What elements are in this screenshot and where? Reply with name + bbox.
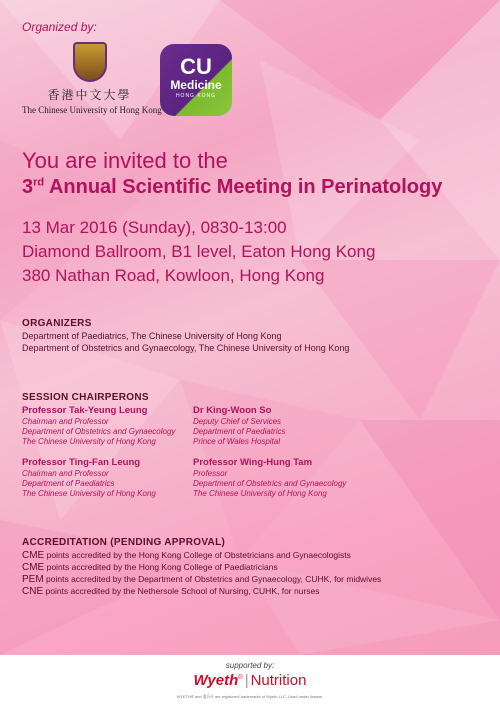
accreditation-text: points accredited by the Nethersole School of Nursing, CUHK, for nurses [43, 586, 320, 596]
wyeth-nutrition-logo [0, 672, 500, 689]
chairperson-dept: Department of Paediatrics [193, 427, 286, 436]
accreditation-item [22, 586, 320, 597]
cuhk-logo [22, 42, 162, 115]
invite-heading: You are invited to the [22, 148, 228, 173]
meeting-ordinal: 3 [22, 176, 34, 198]
accreditation-heading: ACCREDITATION (PENDING APPROVAL) [22, 537, 226, 548]
cu-medicine-logo-text: CU [180, 54, 212, 79]
chairperson-card [22, 457, 156, 499]
event-address: 380 Nathan Road, Kowloon, Hong Kong [22, 266, 325, 285]
supported-by-label: supported by: [225, 661, 275, 670]
chairperson-name: Dr King-Woon So [193, 405, 272, 416]
accreditation-item [22, 562, 278, 573]
trademark-notice: WYETH® and 惠氏® are registered trademarks of Wyeth LLC. Used under license. [176, 694, 324, 699]
event-date-time: 13 Mar 2016 (Sunday), 0830-13:00 [22, 218, 287, 237]
organizer-line: Department of Obstetrics and Gynaecology, The Chinese University of Hong Kong [22, 343, 350, 353]
chairperson-role: Chairman and Professor [22, 417, 109, 426]
chairperson-org: The Chinese University of Hong Kong [193, 489, 327, 498]
nutrition-wordmark: Nutrition [250, 672, 307, 689]
accreditation-item [22, 550, 351, 561]
chairpersons-heading: SESSION CHAIRPERONS [22, 392, 149, 403]
registered-mark: ® [238, 675, 243, 681]
chairperson-dept: Department of Paediatrics [22, 479, 115, 488]
chairperson-role: Deputy Chief of Services [193, 417, 282, 426]
meeting-ordinal-suffix: rd [33, 176, 45, 189]
event-venue: Diamond Ballroom, B1 level, Eaton Hong Kong [22, 242, 376, 261]
cu-medicine-logo-text: Medicine [170, 78, 222, 92]
accreditation-text: points accredited by the Hong Kong College of Paediatricians [44, 562, 278, 572]
chairperson-role: Chairman and Professor [22, 469, 109, 478]
chairperson-org: The Chinese University of Hong Kong [22, 437, 156, 446]
cuhk-english-name: The Chinese University of Hong Kong [22, 105, 162, 115]
chairperson-name: Professor Tak-Yeung Leung [22, 405, 148, 416]
organizers-heading: ORGANIZERS [22, 318, 92, 329]
chairperson-role: Professor [193, 469, 228, 478]
chairperson-card [193, 457, 346, 499]
chairperson-name: Professor Ting-Fan Leung [22, 457, 141, 468]
logo-divider: | [244, 672, 249, 689]
meeting-title [22, 176, 442, 199]
accreditation-code: CME [22, 550, 45, 561]
chairperson-org: Prince of Wales Hospital [193, 437, 280, 446]
accreditation-code: CNE [22, 586, 44, 597]
chairperson-dept: Department of Obstetrics and Gynaecology [193, 479, 347, 488]
organized-by-label: Organized by: [22, 20, 97, 34]
accreditation-text: points accredited by the Department of Obstetrics and Gynaecology, CUHK, for midwives [43, 574, 382, 584]
chairperson-card [22, 405, 175, 447]
chairperson-org: The Chinese University of Hong Kong [22, 489, 156, 498]
accreditation-code: CME [22, 562, 45, 573]
sponsor-footer [0, 655, 500, 707]
chairperson-name: Professor Wing-Hung Tam [193, 457, 313, 468]
cu-medicine-logo [160, 44, 232, 116]
accreditation-item [22, 574, 381, 585]
chairperson-card [193, 405, 286, 447]
accreditation-code: PEM [22, 574, 44, 585]
organizer-line: Department of Paediatrics, The Chinese University of Hong Kong [22, 331, 282, 341]
cuhk-chinese-name: 香港中文大學 [47, 88, 132, 102]
accreditation-text: points accredited by the Hong Kong College of Obstetricians and Gynaecologists [44, 550, 351, 560]
cu-medicine-logo-text: HONG KONG [175, 93, 217, 99]
chairperson-dept: Department of Obstetrics and Gynaecology [22, 427, 176, 436]
cuhk-crest-icon [73, 42, 107, 82]
wyeth-brand: Wyeth [193, 672, 239, 689]
meeting-name: Annual Scientific Meeting in Perinatology [44, 176, 443, 198]
